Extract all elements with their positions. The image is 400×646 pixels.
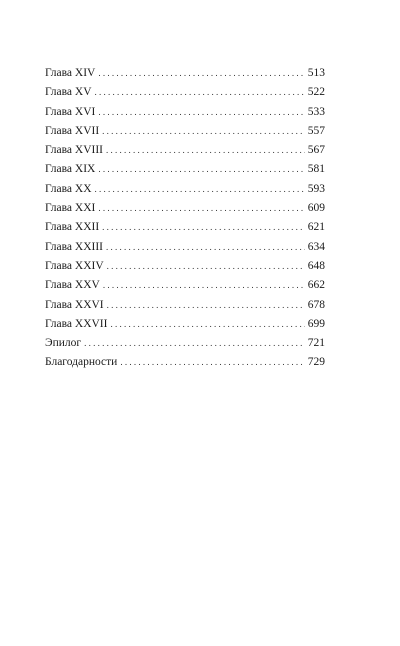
toc-entry <box>45 160 325 179</box>
toc-dot-leader <box>98 199 304 218</box>
toc-dot-leader <box>95 180 305 199</box>
toc-dot-leader <box>102 218 305 237</box>
toc-entry <box>45 296 325 315</box>
toc-entry <box>45 276 325 295</box>
toc-entry-page: 621 <box>307 221 325 234</box>
toc-dot-leader <box>98 160 304 179</box>
toc-dot-leader <box>98 64 304 83</box>
toc-entry-title: Глава XXI <box>45 202 96 215</box>
toc-entry <box>45 218 325 237</box>
toc-entry-title: Глава XXV <box>45 279 100 292</box>
toc-entry <box>45 103 325 122</box>
toc-dot-leader <box>84 334 305 353</box>
toc-dot-leader <box>98 103 304 122</box>
table-of-contents <box>45 64 325 373</box>
toc-entry-page: 634 <box>307 240 325 253</box>
toc-entry <box>45 334 325 353</box>
toc-entry-page: 662 <box>307 279 325 292</box>
toc-entry-title: Глава XXII <box>45 221 100 234</box>
toc-entry-page: 513 <box>307 67 325 79</box>
toc-entry-page: 557 <box>307 124 325 137</box>
toc-entry-page: 522 <box>307 86 325 99</box>
toc-entry-title: Глава XVIII <box>45 144 103 157</box>
toc-entry-title: Благодарности <box>45 356 118 369</box>
toc-entry-title: Глава XXIII <box>45 240 103 253</box>
toc-entry <box>45 353 325 372</box>
toc-dot-leader <box>107 257 305 276</box>
toc-entry <box>45 64 325 83</box>
toc-entry <box>45 199 325 218</box>
toc-entry-page: 609 <box>307 202 325 215</box>
toc-entry-title: Глава XX <box>45 182 92 195</box>
toc-entry-page: 593 <box>307 182 325 195</box>
toc-entry-title: Глава XXIV <box>45 259 104 272</box>
toc-entry-title: Глава XVI <box>45 105 96 118</box>
toc-entry-page: 721 <box>307 337 325 350</box>
toc-entry <box>45 83 325 102</box>
toc-entry-page: 581 <box>307 163 325 176</box>
toc-entry-title: Глава XXVI <box>45 298 104 311</box>
toc-entry <box>45 180 325 199</box>
toc-entry-title: Глава XIX <box>45 163 96 176</box>
toc-entry <box>45 122 325 141</box>
toc-entry-page: 567 <box>307 144 325 157</box>
toc-dot-leader <box>103 276 305 295</box>
toc-entry <box>45 238 325 257</box>
toc-dot-leader <box>102 122 305 141</box>
toc-entry-page: 678 <box>307 298 325 311</box>
toc-entry-page: 533 <box>307 105 325 118</box>
toc-entry <box>45 257 325 276</box>
toc-dot-leader <box>120 353 304 372</box>
toc-entry-page: 699 <box>307 317 325 330</box>
toc-dot-leader <box>95 83 305 102</box>
toc-dot-leader <box>110 315 304 334</box>
toc-entry-title: Глава XXVII <box>45 317 108 330</box>
toc-dot-leader <box>106 238 305 257</box>
toc-dot-leader <box>107 296 305 315</box>
toc-entry-title: Глава XVII <box>45 124 100 137</box>
toc-entry-title: Глава XV <box>45 86 92 99</box>
toc-entry-page: 648 <box>307 259 325 272</box>
toc-entry-page: 729 <box>307 356 325 369</box>
toc-entry <box>45 315 325 334</box>
toc-entry-title: Эпилог <box>45 337 82 350</box>
toc-entry <box>45 141 325 160</box>
toc-entry-title: Глава XIV <box>45 67 96 79</box>
toc-dot-leader <box>106 141 305 160</box>
